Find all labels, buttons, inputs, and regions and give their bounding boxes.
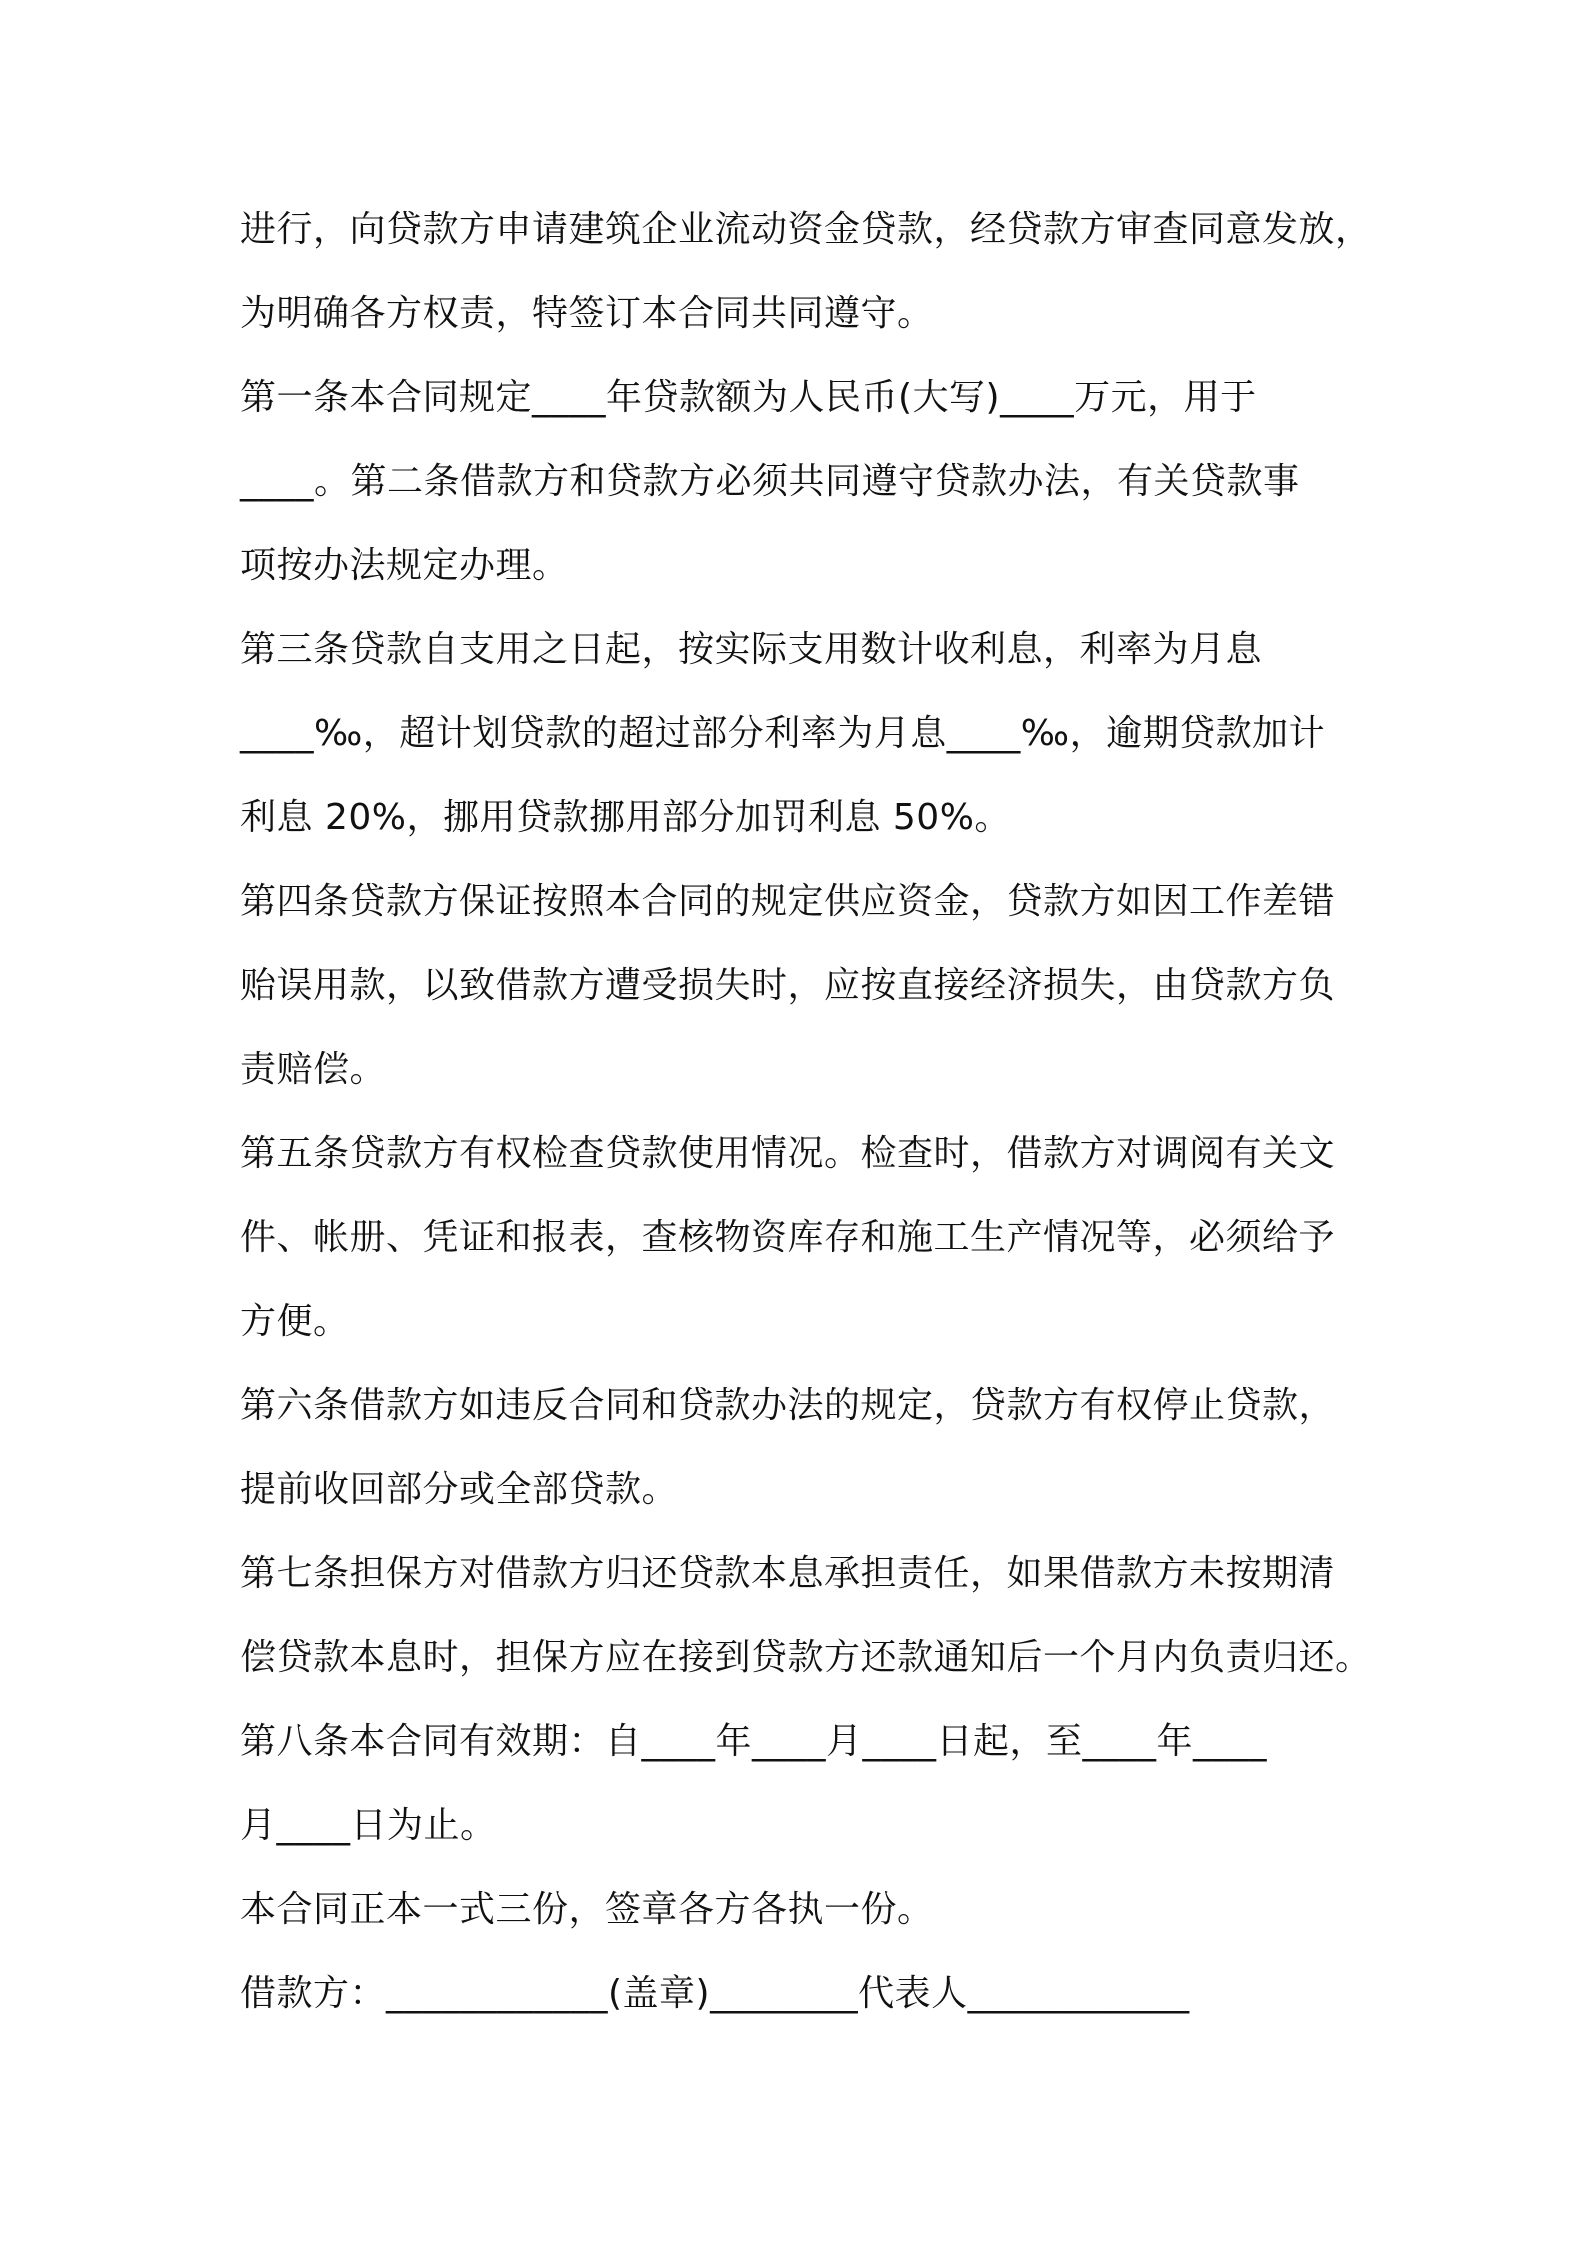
text-line-1: 进行，向贷款方申请建筑企业流动资金贷款，经贷款方审查同意发放， [240,209,1372,250]
text-line-2: 为明确各方权责，特签订本合同共同遵守。 [240,293,934,334]
article-5-line-1: 第五条贷款方有权检查贷款使用情况。检查时，借款方对调阅有关文 [240,1133,1336,1174]
article-3-line-2: ____‰，超计划贷款的超过部分利率为月息____‰，逾期贷款加计 [240,713,1326,754]
article-4-line-1: 第四条贷款方保证按照本合同的规定供应资金，贷款方如因工作差错 [240,881,1336,922]
article-1-line-1: 第一条本合同规定____年贷款额为人民币(大写)____万元，用于 [240,377,1257,418]
article-6-line-1: 第六条借款方如违反合同和贷款办法的规定，贷款方有权停止贷款， [240,1385,1336,1426]
borrower-signature-line: 借款方：____________(盖章)________代表人____________ [240,1973,1190,2014]
copies-clause: 本合同正本一式三份，签章各方各执一份。 [240,1889,934,1930]
article-2-line-2: 项按办法规定办理。 [240,545,569,586]
article-5-line-2: 件、帐册、凭证和报表，查核物资库存和施工生产情况等，必须给予 [240,1217,1336,1258]
article-8-line-1: 第八条本合同有效期：自____年____月____日起，至____年____ [240,1721,1268,1762]
article-2-line-1: ____。第二条借款方和贷款方必须共同遵守贷款办法，有关贷款事 [240,461,1300,502]
article-5-line-3: 方便。 [240,1301,350,1342]
article-4-line-3: 责赔偿。 [240,1049,387,1090]
article-4-line-2: 贻误用款，以致借款方遭受损失时，应按直接经济损失，由贷款方负 [240,965,1336,1006]
article-7-line-2: 偿贷款本息时，担保方应在接到贷款方还款通知后一个月内负责归还。 [240,1637,1372,1678]
article-3-line-3: 利息 20%，挪用贷款挪用部分加罚利息 50%。 [240,797,1011,838]
article-6-line-2: 提前收回部分或全部贷款。 [240,1469,679,1510]
article-3-line-1: 第三条贷款自支用之日起，按实际支用数计收利息，利率为月息 [240,629,1263,670]
article-8-line-2: 月____日为止。 [240,1805,497,1846]
article-7-line-1: 第七条担保方对借款方归还贷款本息承担责任，如果借款方未按期清 [240,1553,1336,1594]
